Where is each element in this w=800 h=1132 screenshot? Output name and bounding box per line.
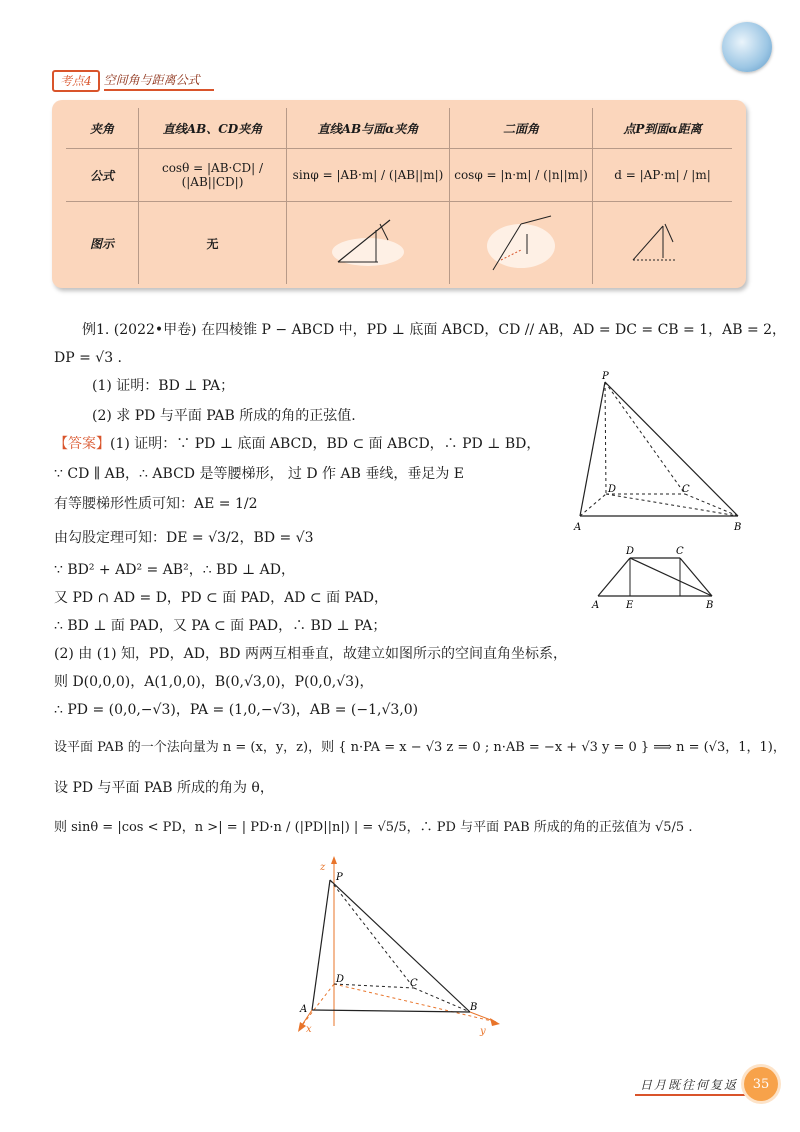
answer-line-11: 设 PD 与平面 PAB 所成的角为 θ，	[54, 780, 274, 796]
question-1: (1) 证明：BD ⊥ PA；	[92, 378, 235, 394]
row-formula-label: 公式	[66, 149, 139, 202]
coord-label-A: A	[300, 1004, 308, 1015]
coord-label-P: P	[336, 872, 343, 883]
figure-none: 无	[139, 202, 287, 285]
answer-line-10: 设平面 PAB 的一个法向量为 n = (x，y，z)，则 { n·PA = x − √3 z = 0 ; n·AB = −x + √3 y = 0 } ⟹ n = (√3，1，1)，	[54, 740, 786, 755]
trap-label-A: A	[592, 600, 600, 611]
answer-line-4: ∵ BD² + AD² = AB²，∴ BD ⊥ AD，	[54, 562, 295, 578]
figure-dihedral	[450, 202, 593, 285]
header-angle: 夹角	[66, 108, 139, 149]
axis-x: x	[306, 1024, 312, 1035]
distance-diagram	[623, 212, 703, 272]
header-distance: 点P到面α距离	[593, 108, 733, 149]
axis-y: y	[480, 1026, 486, 1037]
formula-dihedral: cosφ = |n·m| / (|n||m|)	[450, 149, 593, 202]
formula-line-line: cosθ = |AB·CD| / (|AB||CD|)	[139, 149, 287, 202]
tag-label: 考点4	[52, 70, 100, 92]
label-P: P	[602, 371, 609, 382]
formula-line-plane: sinφ = |AB·m| / (|AB||m|)	[287, 149, 450, 202]
dihedral-diagram	[481, 210, 561, 274]
trap-label-B: B	[706, 600, 714, 611]
answer-line-2: 有等腰梯形性质可知：AE = 1/2	[54, 496, 258, 512]
example-line1: 例1. (2022•甲卷) 在四棱锥 P − ABCD 中，PD ⊥ 底面 ABCD，CD // AB，AD = DC = CB = 1，AB = 2，	[82, 322, 787, 338]
answer-line-12: 则 sinθ = |cos < PD，n >| = | PD·n / (|PD||n|) | = √5/5，∴ PD 与平面 PAB 所成的角的正弦值为 √5/5 .	[54, 820, 693, 835]
coord-label-D: D	[336, 974, 345, 985]
logo-icon	[722, 22, 772, 72]
line-plane-diagram	[328, 212, 408, 272]
header-dihedral: 二面角	[450, 108, 593, 149]
answer-line-9: ∴ PD = (0,0,−√3)，PA = (1,0,−√3)，AB = (−1,√3,0)	[54, 702, 419, 718]
figure-distance	[593, 202, 733, 285]
answer-line-5: 又 PD ∩ AD = D，PD ⊂ 面 PAD，AD ⊂ 面 PAD，	[54, 590, 388, 606]
formula-distance: d = |AP·m| / |m|	[593, 149, 733, 202]
answer-line-3: 由勾股定理可知：DE = √3/2，BD = √3	[54, 530, 314, 546]
answer-line-8: 则 D(0,0,0)，A(1,0,0)，B(0,√3,0)，P(0,0,√3)，	[54, 674, 374, 690]
trapezoid-figure	[588, 540, 728, 612]
answer-line-6: ∴ BD ⊥ 面 PAD，又 PA ⊂ 面 PAD，∴ BD ⊥ PA；	[54, 618, 387, 634]
trap-label-E: E	[626, 600, 634, 611]
answer-line-7: (2) 由 (1) 知，PD，AD，BD 两两互相垂直，故建立如图所示的空间直角坐标系，	[54, 646, 567, 662]
label-B: B	[734, 522, 742, 533]
coord-label-B: B	[470, 1002, 478, 1013]
row-figure-label: 图示	[89, 236, 114, 251]
header-line-plane: 直线AB与面α夹角	[287, 108, 450, 149]
section-tag	[52, 70, 214, 92]
formula-panel	[52, 100, 746, 288]
label-C: C	[682, 484, 690, 495]
trap-label-D: D	[626, 546, 635, 557]
axis-z: z	[320, 862, 326, 873]
pyramid-figure	[570, 368, 750, 538]
label-A: A	[574, 522, 582, 533]
page-number: 35	[744, 1067, 778, 1101]
example-line2: DP = √3 .	[54, 350, 123, 366]
footer-series: 日月既往何复返	[640, 1078, 739, 1092]
trap-label-C: C	[676, 546, 684, 557]
answer-line-1: ∵ CD ∥ AB，∴ ABCD 是等腰梯形， 过 D 作 AB 垂线，垂足为 E	[54, 466, 465, 482]
tag-title: 空间角与距离公式	[104, 71, 214, 91]
label-D: D	[608, 484, 617, 495]
question-2: (2) 求 PD 与平面 PAB 所成的角的正弦值.	[92, 408, 356, 424]
header-line-line: 直线AB、CD夹角	[139, 108, 287, 149]
coordinate-figure	[290, 850, 510, 1040]
answer-line-0	[54, 434, 540, 454]
figure-line-plane	[287, 202, 450, 285]
formula-table	[66, 108, 732, 284]
answer-label: 【答案】	[54, 436, 110, 452]
answer-text-0: (1) 证明：∵ PD ⊥ 底面 ABCD，BD ⊂ 面 ABCD，∴ PD ⊥ BD，	[110, 436, 541, 452]
footer-line	[635, 1094, 745, 1096]
coord-label-C: C	[410, 978, 418, 989]
